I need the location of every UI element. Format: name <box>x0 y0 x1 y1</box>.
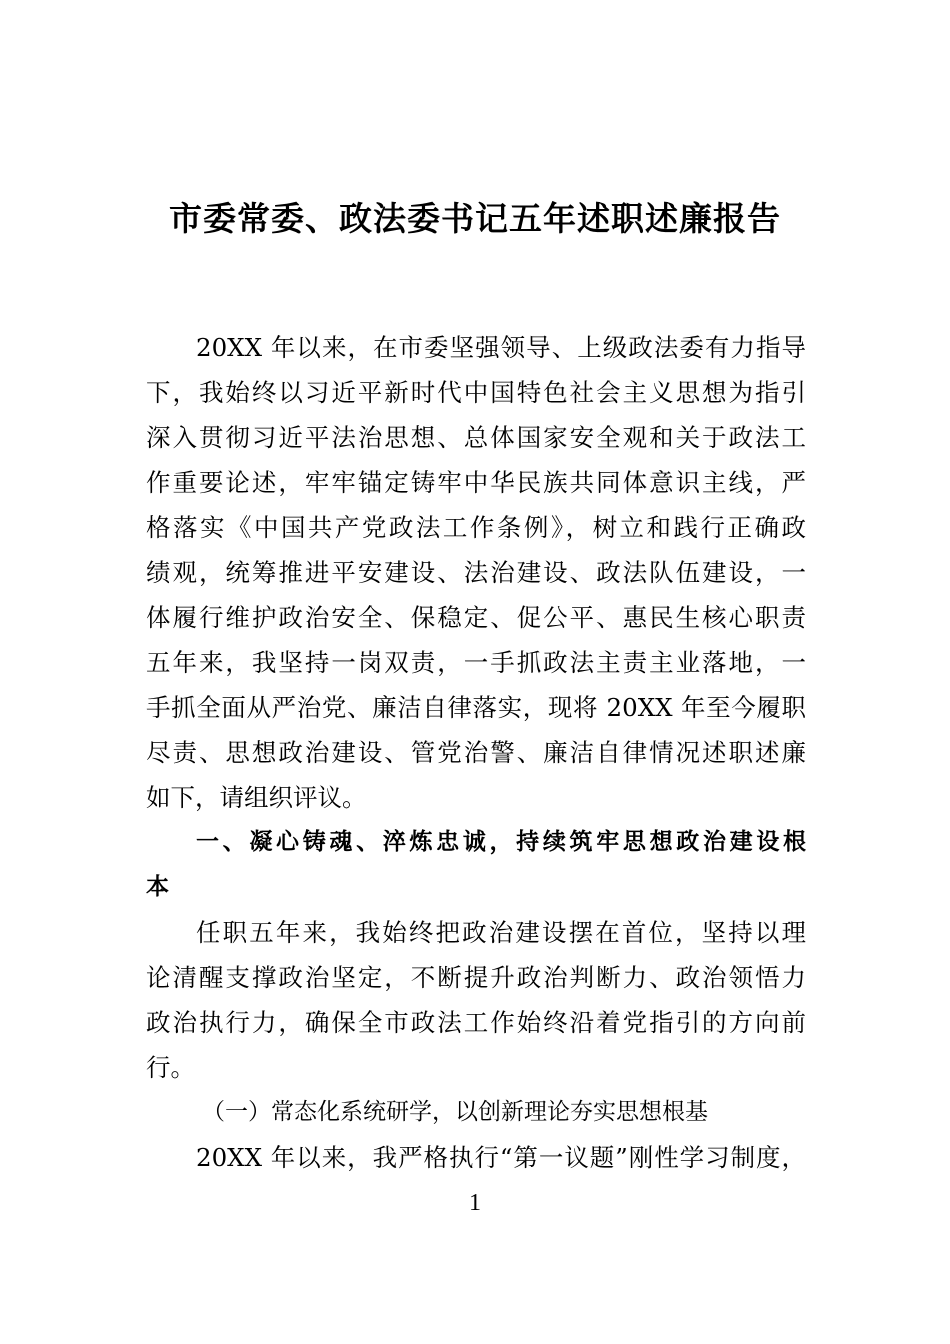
document-body <box>146 325 806 1180</box>
subsection-heading: （一）常态化系统研学，以创新理论夯实思想根基 <box>202 1099 708 1125</box>
section-heading-line: 本 <box>146 874 169 900</box>
paragraph-line: 手抓全面从严治党、廉洁自律落实，现将 20XX 年至今履职 <box>146 693 806 722</box>
paragraph-line: 深入贯彻习近平法治思想、总体国家安全观和关于政法工 <box>146 423 806 452</box>
paragraph-line: 政治执行力，确保全市政法工作始终沿着党指引的方向前 <box>146 1008 806 1037</box>
page-number: 1 <box>469 1190 481 1216</box>
paragraph-line: 作重要论述，牢牢锚定铸牢中华民族共同体意识主线，严 <box>146 468 806 497</box>
paragraph-line: 20XX 年以来，我严格执行“第一议题”刚性学习制度， <box>196 1143 806 1172</box>
paragraph-line: 任职五年来，我始终把政治建设摆在首位，坚持以理 <box>196 918 806 947</box>
paragraph-line: 格落实《中国共产党政法工作条例》，树立和践行正确政 <box>146 513 806 542</box>
paragraph-line: 20XX 年以来，在市委坚强领导、上级政法委有力指导 <box>196 333 806 362</box>
paragraph-line: 如下，请组织评议。 <box>146 783 367 812</box>
paragraph-line: 绩观，统筹推进平安建设、法治建设、政法队伍建设，一 <box>146 558 806 587</box>
paragraph-line: 论清醒支撑政治坚定，不断提升政治判断力、政治领悟力 <box>146 963 806 992</box>
paragraph-line: 体履行维护政治安全、保稳定、促公平、惠民生核心职责 <box>146 603 806 632</box>
paragraph-line: 下，我始终以习近平新时代中国特色社会主义思想为指引 <box>146 378 806 407</box>
paragraph-line: 行。 <box>146 1053 195 1082</box>
section-heading-line: 一、凝心铸魂、淬炼忠诚，持续筑牢思想政治建设根 <box>196 829 806 855</box>
paragraph-line: 五年来，我坚持一岗双责，一手抓政法主责主业落地，一 <box>146 648 806 677</box>
document-title: 市委常委、政法委书记五年述职述廉报告 <box>169 199 781 238</box>
paragraph-line: 尽责、思想政治建设、管党治警、廉洁自律情况述职述廉 <box>146 738 806 767</box>
